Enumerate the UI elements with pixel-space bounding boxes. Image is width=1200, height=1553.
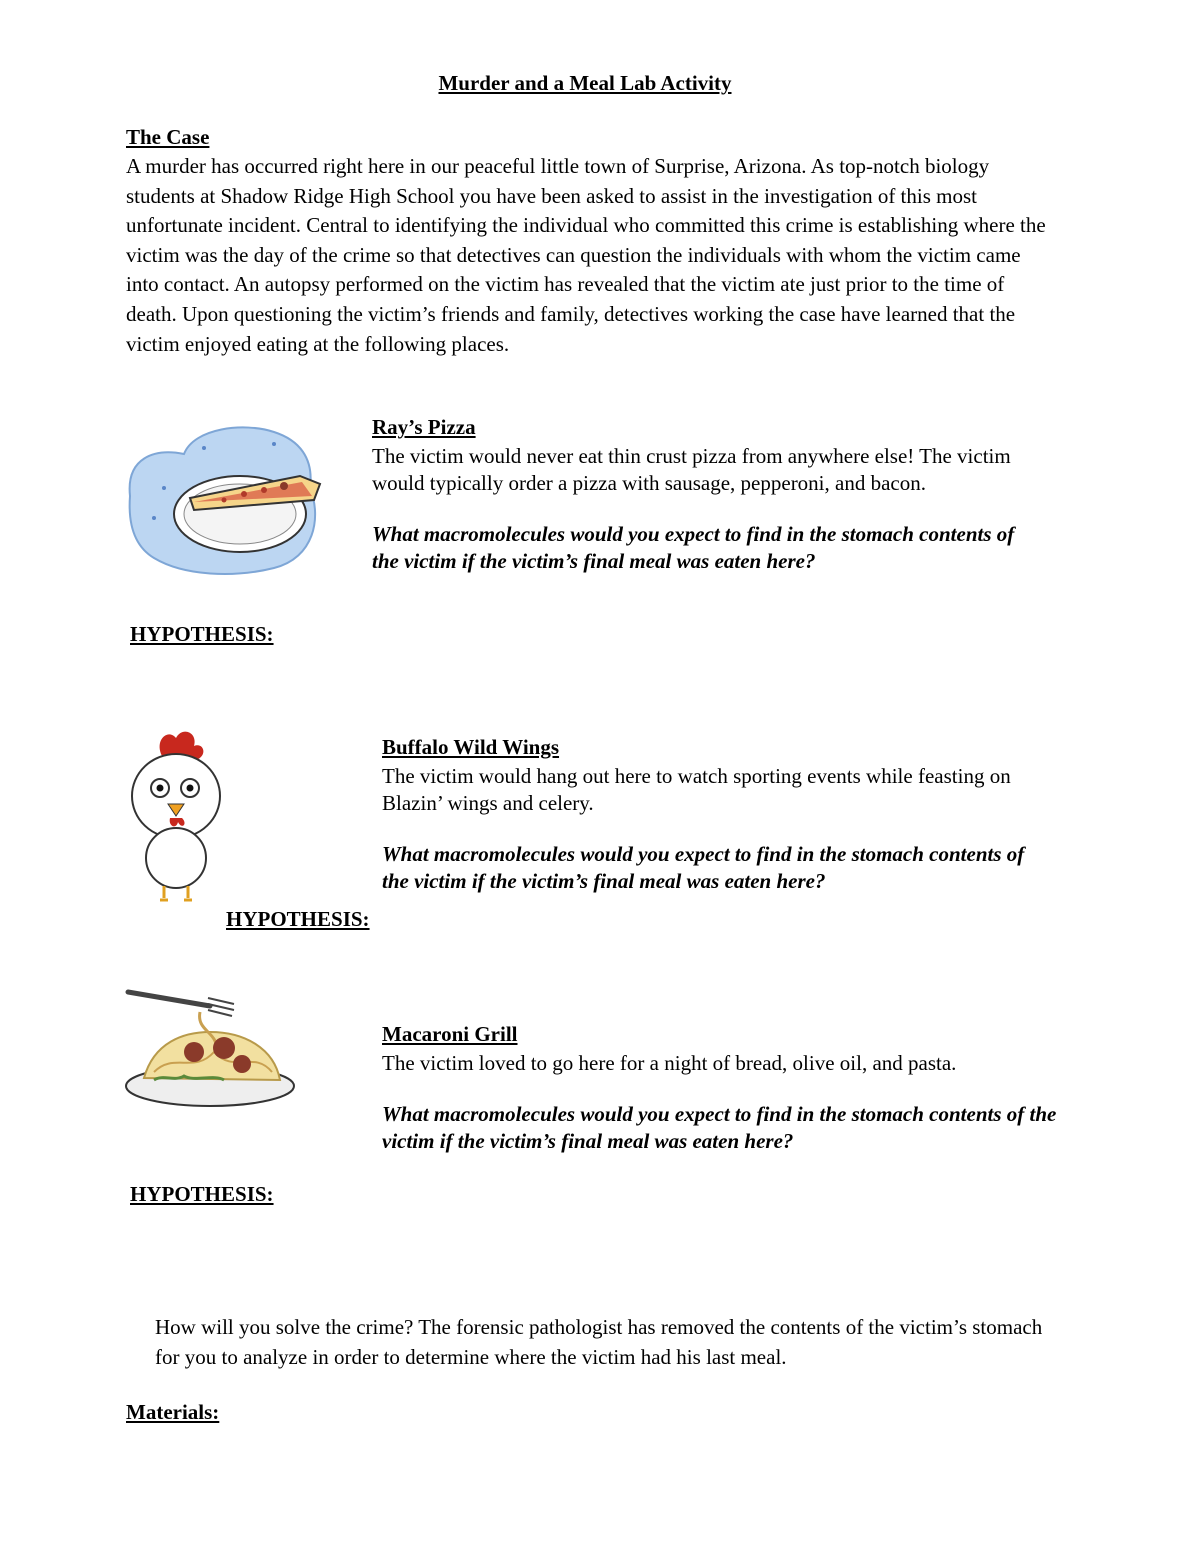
restaurant-question: What macromolecules would you expect to find in the stomach contents of the victim if the victim’s final meal was eaten here? [372,521,1015,573]
page-title: Murder and a Meal Lab Activity [438,71,732,95]
pizza-illustration [124,418,324,580]
restaurant-name: Macaroni Grill [382,1022,518,1046]
chicken-illustration [124,726,224,906]
restaurant-buffalo-wild-wings [382,733,1042,895]
restaurant-description: The victim loved to go here for a night of bread, olive oil, and pasta. [382,1050,957,1075]
restaurant-description: The victim would hang out here to watch sporting events while feasting on Blazin’ wings and celery. [382,763,1011,815]
restaurant-question: What macromolecules would you expect to find in the stomach contents of the victim if the victim’s final meal was eaten here? [382,841,1025,893]
hypothesis-label-3: HYPOTHESIS: [130,1182,274,1206]
case-intro-paragraph: A murder has occurred right here in our peaceful little town of Surprise, Arizona. As top-notch biology students at Shadow Ridge High School you have been asked to assist in the investigation of this most unfortunate incident. Central to identifying the individual who committed this crime is establishing where the victim was the day of the crime so that detectives can question the individuals with whom the victim came into contact. An autopsy performed on the victim has revealed that the victim ate just prior to the time of death. Upon questioning the victim’s friends and family, detectives working the case have learned that the victim enjoyed eating at the following places. [126,154,1046,356]
restaurant-macaroni-grill [382,1020,1062,1155]
restaurant-description: The victim would never eat thin crust pizza from anywhere else! The victim would typically order a pizza with sausage, pepperoni, and bacon. [372,443,1011,495]
restaurant-name: Buffalo Wild Wings [382,735,560,759]
restaurant-question: What macromolecules would you expect to find in the stomach contents of the victim if the victim’s final meal was eaten here? [382,1101,1057,1153]
materials-heading: Materials: [126,1400,220,1424]
restaurant-name: Ray’s Pizza [372,415,476,439]
hypothesis-label-2: HYPOTHESIS: [226,907,370,931]
hypothesis-label-1: HYPOTHESIS: [130,622,274,646]
case-heading: The Case [126,125,210,149]
spaghetti-illustration [124,982,299,1112]
closing-paragraph: How will you solve the crime? The forensic pathologist has removed the contents of the victim’s stomach for you to analyze in order to determine where the victim had his last meal. [155,1315,1043,1369]
restaurant-rays-pizza [372,413,1032,575]
